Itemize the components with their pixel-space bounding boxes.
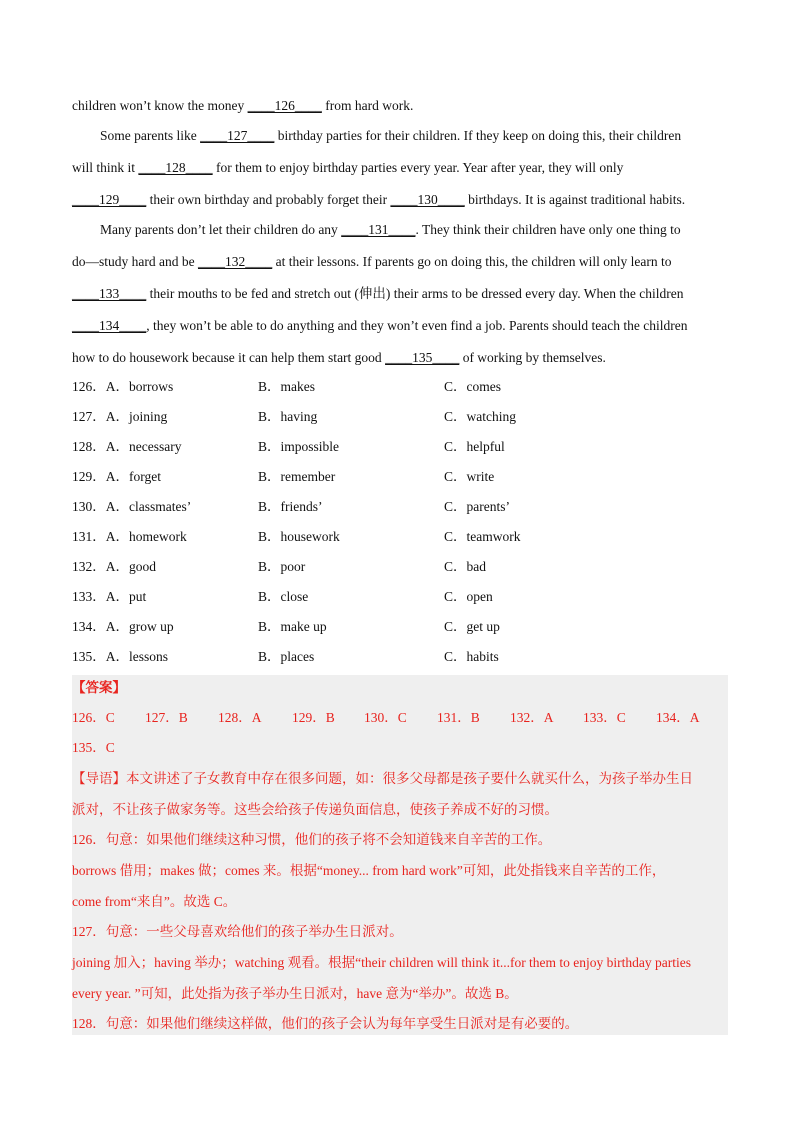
explanation-126: 126．句意：如果他们继续这种习惯，他们的孩子将不会知道钱来自辛苦的工作。 xyxy=(72,832,552,847)
option-row-129: 129．A．forget B．remember C．write xyxy=(72,469,495,484)
answer-key: 134．A xyxy=(656,710,700,725)
option-row-128: 128．A．necessary B．impossible C．helpful xyxy=(72,439,505,454)
blank-133: ____133____ xyxy=(72,286,147,301)
explanation-128: 128．句意：如果他们继续这样做，他们的孩子会认为每年享受生日派对是有必要的。 xyxy=(72,1016,579,1031)
option-row-127: 127．A．joining B．having C．watching xyxy=(72,409,516,424)
passage-line: children won’t know the money ____126____ from hard work. xyxy=(72,96,413,116)
blank-127: ____127____ xyxy=(200,128,275,143)
option-row-126: 126．A．borrows B．makes C．comes xyxy=(72,379,501,394)
answer-section-background xyxy=(72,675,728,1035)
option-row-131: 131．A．homework B．housework C．teamwork xyxy=(72,529,521,544)
option-row-130: 130．A．classmates’ B．friends’ C．parents’ xyxy=(72,499,510,514)
answer-key: 133．C xyxy=(583,710,626,725)
answer-key: 128．A xyxy=(218,710,262,725)
option-row-135: 135．A．lessons B．places C．habits xyxy=(72,649,499,664)
blank-134: ____134____ xyxy=(72,318,147,333)
passage-line: ____134____, they won’t be able to do anything and they won’t even find a job. Parents should teach the children xyxy=(72,316,688,336)
passage-line: ____133____ their mouths to be fed and stretch out (伸出) their arms to be dressed every day. When the children xyxy=(72,284,683,304)
answer-heading: 【答案】 xyxy=(72,680,126,695)
answer-key: 132．A xyxy=(510,710,554,725)
passage-line: Some parents like ____127____ birthday parties for their children. If they keep on doing this, their children xyxy=(100,126,681,146)
explanation-127: 127．句意：一些父母喜欢给他们的孩子举办生日派对。 xyxy=(72,924,403,939)
option-row-132: 132．A．good B．poor C．bad xyxy=(72,559,486,574)
answer-key: 126．C xyxy=(72,710,115,725)
option-row-133: 133．A．put B．close C．open xyxy=(72,589,493,604)
passage-line: Many parents don’t let their children do any ____131____. They think their children have only one thing to xyxy=(100,220,681,240)
explanation-127: every year. ”可知，此处指为孩子举办生日派对，have 意为“举办”。故选 B。 xyxy=(72,986,518,1001)
blank-129: ____129____ xyxy=(72,192,147,207)
answer-key: 135．C xyxy=(72,740,115,755)
blank-132: ____132____ xyxy=(197,254,273,269)
guide-text: 【导语】本文讲述了子女教育中存在很多问题，如：很多父母都是孩子要什么就买什么，为孩子举办生日 xyxy=(72,771,693,786)
blank-135: ____135____ xyxy=(385,350,460,365)
answer-key: 129．B xyxy=(292,710,335,725)
passage-line: do—study hard and be ____132____ at their lessons. If parents go on doing this, the children will only learn to xyxy=(72,252,672,272)
passage-line: how to do housework because it can help them start good ____135____ of working by themselves. xyxy=(72,348,606,368)
guide-text: 派对，不让孩子做家务等。这些会给孩子传递负面信息，使孩子养成不好的习惯。 xyxy=(72,802,558,817)
passage-line: will think it ____128____ for them to enjoy birthday parties every year. Year after year, they will only xyxy=(72,158,623,178)
option-row-134: 134．A．grow up B．make up C．get up xyxy=(72,619,500,634)
answer-key: 127．B xyxy=(145,710,188,725)
blank-130: ____130____ xyxy=(390,192,465,207)
answer-key: 131．B xyxy=(437,710,480,725)
answer-key: 130．C xyxy=(364,710,407,725)
explanation-126: borrows 借用；makes 做；comes 来。根据“money... from hard work”可知，此处指钱来自辛苦的工作， xyxy=(72,863,666,878)
explanation-126: come from“来自”。故选 C。 xyxy=(72,894,237,909)
blank-126: ____126____ xyxy=(247,98,322,113)
explanation-127: joining 加入；having 举办；watching 观看。根据“their children will think it...for them to enjoy birthday parties xyxy=(72,955,692,970)
blank-128: ____128____ xyxy=(138,160,213,175)
passage-line: ____129____ their own birthday and probably forget their ____130____ birthdays. It is against traditional habits. xyxy=(72,190,685,210)
blank-131: ____131____ xyxy=(341,222,416,237)
